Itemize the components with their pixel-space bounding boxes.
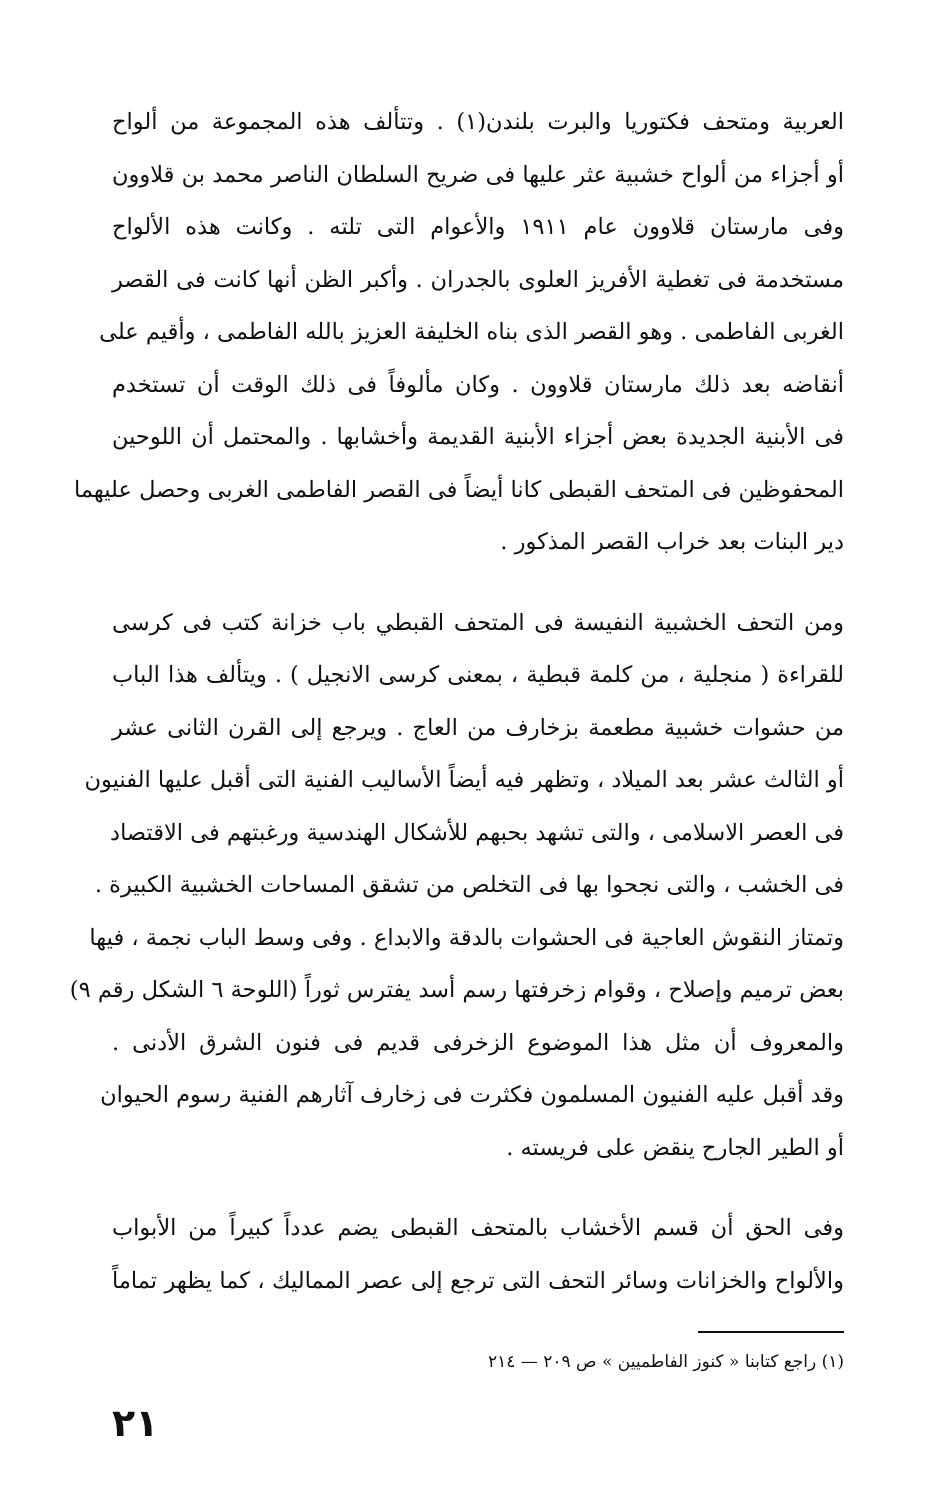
- paragraph: [69, 597, 844, 1175]
- text-line: من حشوات خشبية مطعمة بزخارف من العاج . ويرجع إلى القرن الثانى عشر: [112, 714, 844, 741]
- paragraph: [74, 96, 844, 569]
- text-line: والمعروف أن مثل هذا الموضوع الزخرفى قديم فى فنون الشرق الأدنى .: [112, 1029, 844, 1056]
- text-line: وقد أقبل عليه الفنيون المسلمون فكثرت فى زخارف آثارهم الفنية رسوم الحيوان: [100, 1082, 844, 1108]
- text-line: وتمتاز النقوش العاجية فى الحشوات بالدقة والابداع . وفى وسط الباب نجمة ، فيها: [89, 924, 844, 951]
- text-line: أنقاضه بعد ذلك مارستان قلاوون . وكان مألوفاً فى ذلك الوقت أن تستخدم: [112, 371, 844, 398]
- text-line: فى الخشب ، والتى نجحوا بها فى التخلص من تشقق المساحات الخشبية الكبيرة .: [94, 872, 844, 898]
- paragraph-gap: [112, 569, 844, 597]
- text-line: فى الأبنية الجديدة بعض أجزاء الأبنية القديمة وأخشابها . والمحتمل أن اللوحين: [112, 424, 844, 450]
- text-line: ومن التحف الخشبية النفيسة فى المتحف القبطي باب خزانة كتب فى كرسى: [112, 609, 844, 636]
- text-line: والألواح والخزانات وسائر التحف التى ترجع إلى عصر المماليك ، كما يظهر تماماً: [112, 1267, 844, 1294]
- footnote-divider: [698, 1331, 844, 1333]
- text-line: وفى الحق أن قسم الأخشاب بالمتحف القبطى يضم عدداً كبيراً من الأبواب: [112, 1215, 844, 1241]
- text-line: الغربى الفاطمى . وهو القصر الذى بناه الخليفة العزيز بالله الفاطمى ، وأقيم على: [99, 319, 844, 345]
- text-line: للقراءة ( منجلية ، من كلمة قبطية ، بمعنى كرسى الانجيل ) . ويتألف هذا الباب: [112, 662, 844, 688]
- footnote: (١) راجع كتابنا « كنوز الفاطميين » ص ٢٠٩ — ٢١٤: [487, 1352, 844, 1372]
- paragraph: [112, 1202, 844, 1307]
- page-body: [69, 96, 844, 1307]
- text-line: وفى مارستان قلاوون عام ١٩١١ والأعوام التى تلته . وكانت هذه الألواح: [112, 214, 844, 240]
- text-line: المحفوظين فى المتحف القبطى كانا أيضاً فى القصر الفاطمى الغربى وحصل عليهما: [74, 476, 844, 503]
- text-line: مستخدمة فى تغطية الأفريز العلوى بالجدران . وأكبر الظن أنها كانت فى القصر: [112, 266, 844, 293]
- text-line: أو الثالث عشر بعد الميلاد ، وتظهر فيه أيضاً الأساليب الفنية التى أقبل عليها الفنيون: [84, 767, 844, 793]
- text-line: دير البنات بعد خراب القصر المذكور .: [500, 529, 844, 555]
- text-line: العربية ومتحف فكتوريا والبرت بلندن(١) . وتتألف هذه المجموعة من ألواح: [112, 109, 844, 135]
- text-line: أو أجزاء من ألواح خشبية عثر عليها فى ضريح السلطان الناصر محمد بن قلاوون: [112, 161, 844, 188]
- text-line: بعض ترميم وإصلاح ، وقوام زخرفتها رسم أسد يفترس ثوراً (اللوحة ٦ الشكل رقم ٩): [69, 977, 844, 1003]
- text-line: أو الطير الجارح ينقض على فريسته .: [506, 1134, 844, 1161]
- paragraph-gap: [112, 1174, 844, 1202]
- text-line: فى العصر الاسلامى ، والتى تشهد بحبهم للأشكال الهندسية ورغبتهم فى الاقتصاد: [110, 819, 844, 846]
- page-number: ٢١: [112, 1401, 159, 1445]
